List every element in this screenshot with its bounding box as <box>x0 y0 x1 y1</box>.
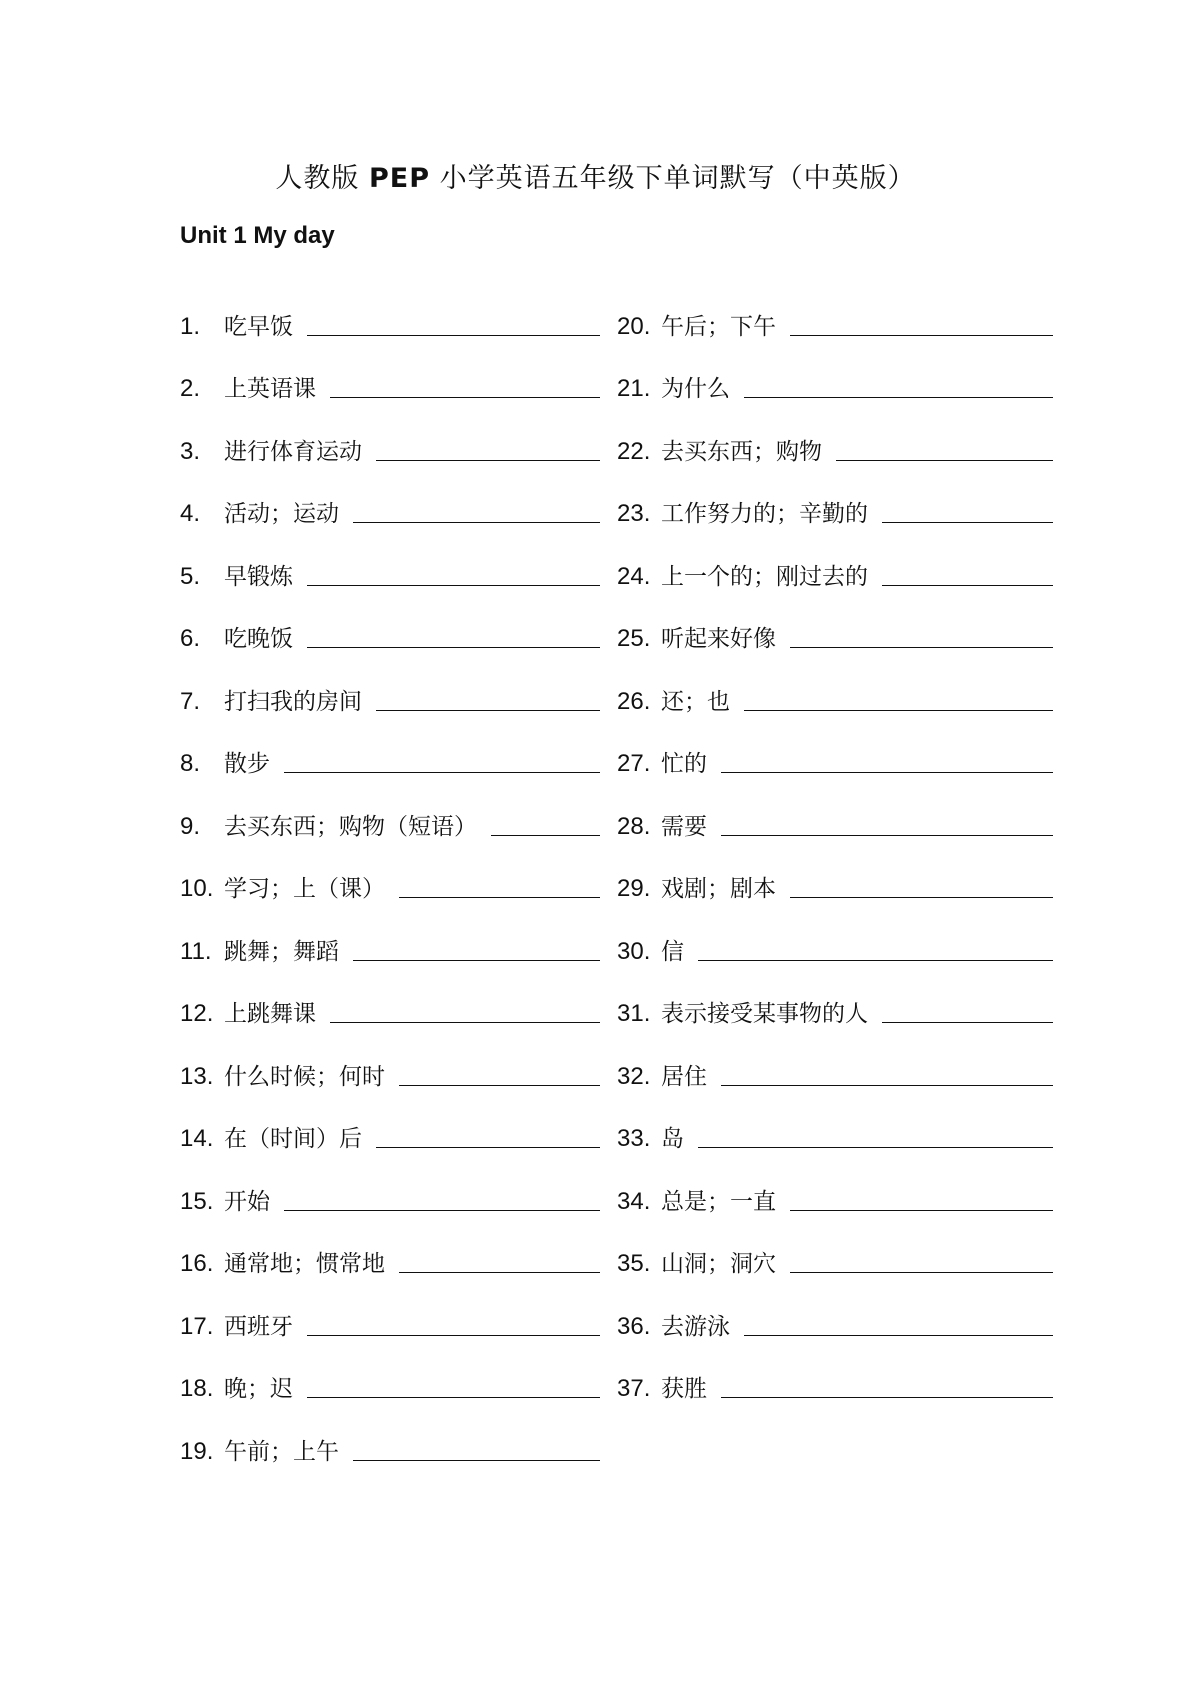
item-number: 24. <box>617 562 651 590</box>
dictation-item <box>180 778 600 841</box>
item-chinese-prompt: 戏剧；剧本 <box>661 876 776 902</box>
item-chinese-prompt: 散步 <box>224 751 270 777</box>
item-number: 31. <box>617 1000 651 1027</box>
right-column <box>617 278 1053 1403</box>
item-chinese-prompt: 在（时间）后 <box>224 1126 362 1152</box>
item-chinese-prompt: 学习；上（课） <box>224 876 385 902</box>
answer-blank[interactable] <box>307 647 600 648</box>
item-number: 3. <box>180 437 201 465</box>
dictation-item <box>180 903 600 966</box>
dictation-item <box>617 341 1053 404</box>
dictation-item <box>180 716 600 779</box>
item-chinese-prompt: 需要 <box>661 813 707 840</box>
unit-heading: Unit 1 My day <box>180 222 335 249</box>
item-chinese-prompt: 打扫我的房间 <box>224 688 362 715</box>
answer-blank[interactable] <box>284 1210 600 1211</box>
answer-blank[interactable] <box>399 897 600 898</box>
item-number: 5. <box>180 562 201 590</box>
dictation-item <box>180 1028 600 1091</box>
left-column <box>180 278 600 1466</box>
item-number: 36. <box>617 1312 651 1340</box>
item-number: 6. <box>180 625 201 652</box>
item-number: 15. <box>180 1187 214 1215</box>
item-chinese-prompt: 听起来好像 <box>661 626 776 652</box>
answer-blank[interactable] <box>882 585 1053 586</box>
answer-blank[interactable] <box>882 522 1053 523</box>
item-chinese-prompt: 活动；运动 <box>224 501 339 527</box>
dictation-item <box>180 403 600 466</box>
item-number: 14. <box>180 1125 214 1152</box>
item-number: 4. <box>180 500 201 527</box>
item-chinese-prompt: 上英语课 <box>224 376 316 402</box>
answer-blank[interactable] <box>698 960 1053 961</box>
dictation-item <box>180 1091 600 1154</box>
title-pep: PEP <box>368 163 431 194</box>
item-number: 21. <box>617 375 651 402</box>
dictation-item <box>617 1153 1053 1216</box>
dictation-item <box>617 466 1053 529</box>
item-number: 9. <box>180 812 201 840</box>
item-chinese-prompt: 什么时候；何时 <box>224 1063 385 1090</box>
item-number: 19. <box>180 1437 214 1465</box>
item-number: 7. <box>180 687 201 715</box>
answer-blank[interactable] <box>836 460 1053 461</box>
item-number: 1. <box>180 312 201 340</box>
dictation-item <box>180 466 600 529</box>
dictation-item <box>617 1216 1053 1279</box>
answer-blank[interactable] <box>376 710 600 711</box>
item-number: 2. <box>180 375 201 402</box>
item-number: 20. <box>617 312 651 340</box>
dictation-item <box>617 653 1053 716</box>
item-chinese-prompt: 晚；迟 <box>224 1376 293 1402</box>
answer-blank[interactable] <box>744 1335 1053 1336</box>
answer-blank[interactable] <box>721 1085 1053 1086</box>
dictation-item <box>617 841 1053 904</box>
dictation-item <box>180 841 600 904</box>
dictation-item <box>617 591 1053 654</box>
item-chinese-prompt: 居住 <box>661 1063 707 1090</box>
item-chinese-prompt: 山洞；洞穴 <box>661 1251 776 1277</box>
item-number: 33. <box>617 1125 651 1152</box>
dictation-item <box>180 528 600 591</box>
answer-blank[interactable] <box>882 1022 1053 1023</box>
item-chinese-prompt: 表示接受某事物的人 <box>661 1001 868 1027</box>
item-number: 30. <box>617 937 651 965</box>
item-chinese-prompt: 去游泳 <box>661 1313 730 1340</box>
page-title <box>0 156 1191 195</box>
title-prefix: 人教版 <box>275 163 369 194</box>
item-number: 27. <box>617 750 651 777</box>
answer-blank[interactable] <box>307 1335 600 1336</box>
answer-blank[interactable] <box>698 1147 1053 1148</box>
dictation-item <box>180 966 600 1029</box>
item-chinese-prompt: 去买东西；购物 <box>661 438 822 465</box>
answer-blank[interactable] <box>330 1022 600 1023</box>
dictation-item <box>617 1278 1053 1341</box>
item-number: 35. <box>617 1250 651 1277</box>
dictation-item <box>180 278 600 341</box>
dictation-item <box>617 716 1053 779</box>
dictation-item <box>180 653 600 716</box>
item-number: 18. <box>180 1375 214 1402</box>
item-chinese-prompt: 跳舞；舞蹈 <box>224 938 339 965</box>
dictation-item <box>617 903 1053 966</box>
item-chinese-prompt: 通常地；惯常地 <box>224 1251 385 1277</box>
item-chinese-prompt: 上跳舞课 <box>224 1001 316 1027</box>
item-number: 26. <box>617 687 651 715</box>
answer-blank[interactable] <box>721 772 1053 773</box>
item-number: 28. <box>617 812 651 840</box>
item-chinese-prompt: 午后；下午 <box>661 313 776 340</box>
item-chinese-prompt: 早锻炼 <box>224 563 293 590</box>
dictation-item <box>180 1278 600 1341</box>
item-number: 12. <box>180 1000 214 1027</box>
answer-blank[interactable] <box>721 1397 1053 1398</box>
item-chinese-prompt: 去买东西；购物（短语） <box>224 813 477 840</box>
item-chinese-prompt: 总是；一直 <box>661 1188 776 1215</box>
answer-blank[interactable] <box>790 897 1053 898</box>
item-number: 29. <box>617 875 651 902</box>
item-chinese-prompt: 岛 <box>661 1126 684 1152</box>
answer-blank[interactable] <box>307 335 600 336</box>
item-number: 23. <box>617 500 651 527</box>
answer-blank[interactable] <box>284 772 600 773</box>
answer-blank[interactable] <box>353 960 600 961</box>
item-number: 16. <box>180 1250 214 1277</box>
item-number: 22. <box>617 437 651 465</box>
dictation-item <box>180 341 600 404</box>
item-chinese-prompt: 还；也 <box>661 688 730 715</box>
item-chinese-prompt: 进行体育运动 <box>224 438 362 465</box>
answer-blank[interactable] <box>399 1085 600 1086</box>
dictation-item <box>617 278 1053 341</box>
dictation-item <box>180 1341 600 1404</box>
answer-blank[interactable] <box>744 397 1053 398</box>
answer-blank[interactable] <box>399 1272 600 1273</box>
dictation-item <box>180 1403 600 1466</box>
answer-blank[interactable] <box>790 1210 1053 1211</box>
answer-blank[interactable] <box>491 835 600 836</box>
title-suffix: 小学英语五年级下单词默写（中英版） <box>430 163 916 194</box>
answer-blank[interactable] <box>376 460 600 461</box>
item-chinese-prompt: 开始 <box>224 1188 270 1215</box>
answer-blank[interactable] <box>790 335 1053 336</box>
answer-blank[interactable] <box>721 835 1053 836</box>
item-chinese-prompt: 工作努力的；辛勤的 <box>661 501 868 527</box>
dictation-item <box>617 528 1053 591</box>
item-chinese-prompt: 西班牙 <box>224 1313 293 1340</box>
item-number: 17. <box>180 1312 214 1340</box>
item-chinese-prompt: 吃晚饭 <box>224 626 293 652</box>
answer-blank[interactable] <box>307 585 600 586</box>
item-number: 13. <box>180 1062 214 1090</box>
item-number: 11. <box>180 937 212 965</box>
item-chinese-prompt: 获胜 <box>661 1376 707 1402</box>
answer-blank[interactable] <box>790 647 1053 648</box>
item-number: 8. <box>180 750 201 777</box>
item-chinese-prompt: 午前；上午 <box>224 1438 339 1465</box>
item-number: 32. <box>617 1062 651 1090</box>
dictation-item <box>180 1153 600 1216</box>
answer-blank[interactable] <box>307 1397 600 1398</box>
item-chinese-prompt: 为什么 <box>661 376 730 402</box>
item-number: 10. <box>180 875 214 902</box>
item-chinese-prompt: 上一个的；刚过去的 <box>661 563 868 590</box>
item-chinese-prompt: 信 <box>661 938 684 965</box>
dictation-item <box>617 778 1053 841</box>
dictation-item <box>617 1341 1053 1404</box>
dictation-item <box>180 591 600 654</box>
dictation-item <box>617 403 1053 466</box>
answer-blank[interactable] <box>744 710 1053 711</box>
answer-blank[interactable] <box>376 1147 600 1148</box>
dictation-item <box>617 1091 1053 1154</box>
answer-blank[interactable] <box>353 522 600 523</box>
item-chinese-prompt: 吃早饭 <box>224 313 293 340</box>
item-number: 37. <box>617 1375 651 1402</box>
answer-blank[interactable] <box>790 1272 1053 1273</box>
answer-blank[interactable] <box>353 1460 600 1461</box>
dictation-item <box>180 1216 600 1279</box>
item-number: 25. <box>617 625 651 652</box>
answer-blank[interactable] <box>330 397 600 398</box>
dictation-item <box>617 966 1053 1029</box>
item-chinese-prompt: 忙的 <box>661 751 707 777</box>
item-number: 34. <box>617 1187 651 1215</box>
dictation-item <box>617 1028 1053 1091</box>
